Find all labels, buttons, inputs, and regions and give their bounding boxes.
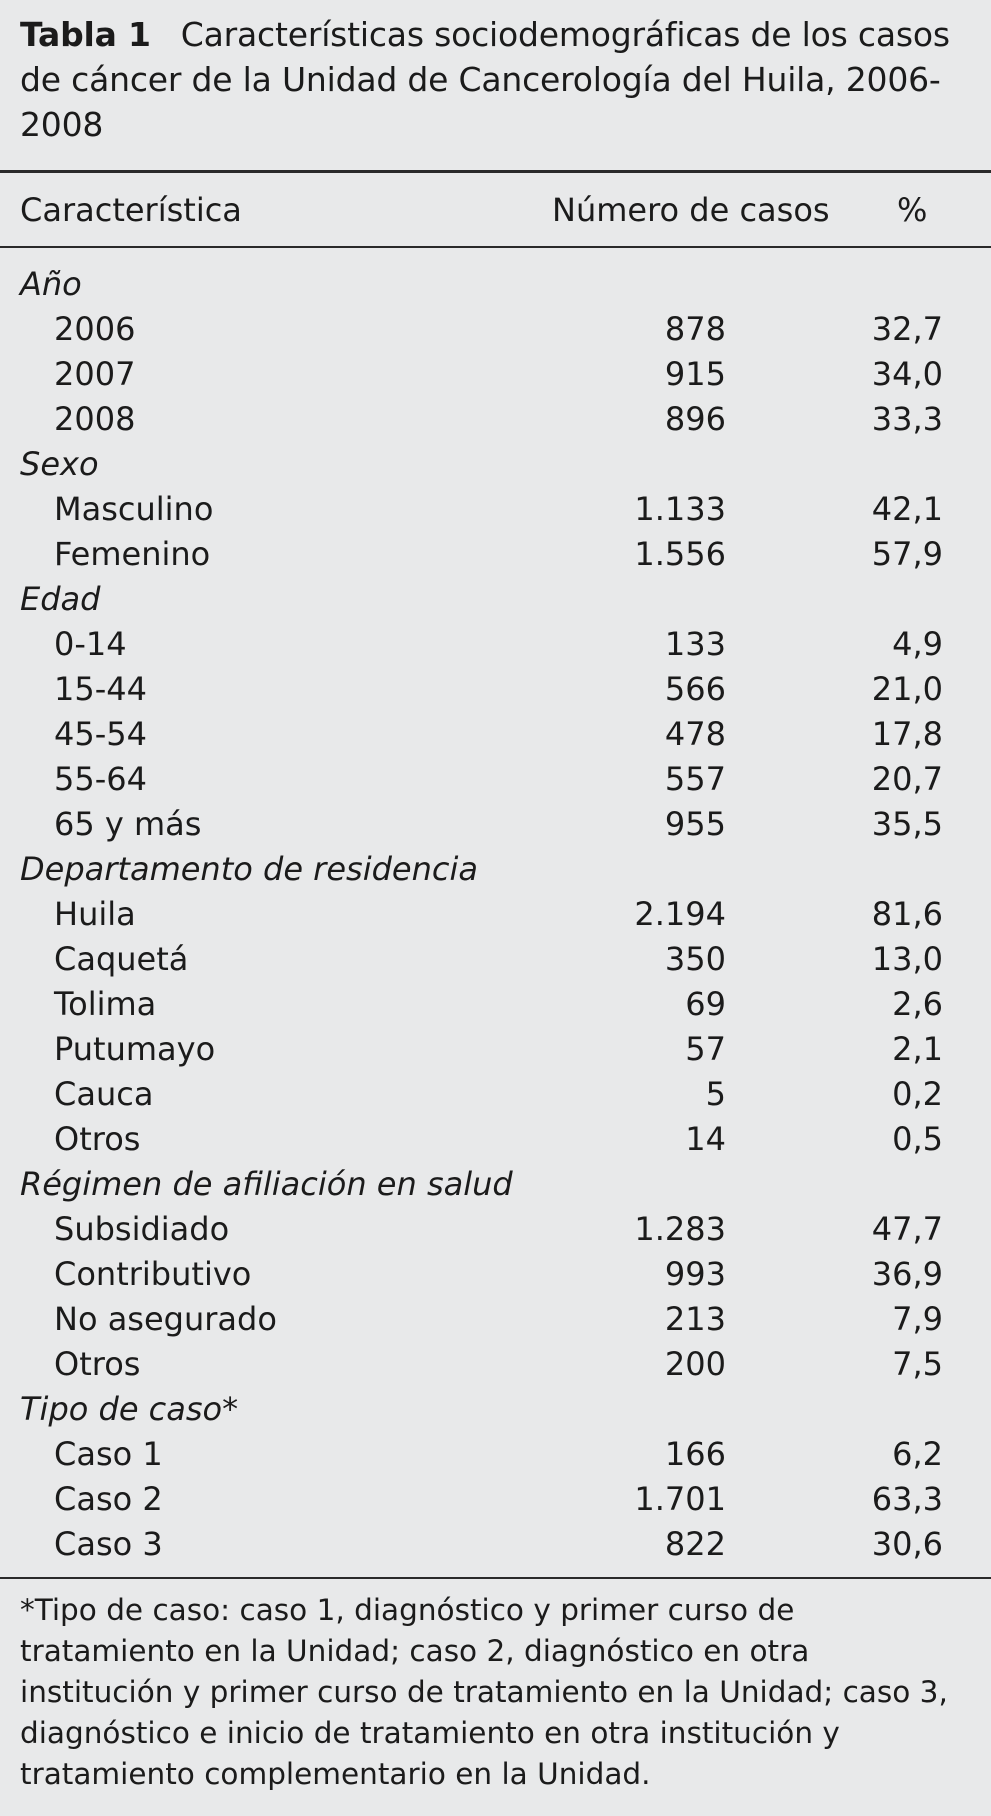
- cell-cases: 69: [685, 985, 726, 1023]
- cell-cases: 166: [664, 1435, 726, 1473]
- cell-percent: 57,9: [871, 535, 943, 573]
- row-label: 15-44: [54, 670, 147, 708]
- cell-cases: 5: [705, 1075, 726, 1113]
- row-label: Putumayo: [54, 1030, 216, 1068]
- cell-percent: 7,9: [892, 1300, 943, 1338]
- table-row: [0, 892, 991, 937]
- cell-percent: 17,8: [871, 715, 943, 753]
- row-label: 55-64: [54, 760, 147, 798]
- group-label: Sexo: [20, 445, 99, 483]
- table-body: [0, 262, 991, 1567]
- row-label: 0-14: [54, 625, 127, 663]
- group-label: Año: [20, 265, 82, 303]
- cell-cases: 878: [664, 310, 726, 348]
- table-footnote: *Tipo de caso: caso 1, diagnóstico y primer curso de tratamiento en la Unidad; caso 2, diagnóstico en otra institución y primer curso de tratamiento en la Unidad; caso 3, diagnóstico e inicio de tratamiento en otra institución y tratamiento complementario en la Unidad.: [20, 1593, 948, 1791]
- table-row: [0, 1207, 991, 1252]
- header-percent: %: [897, 191, 928, 229]
- top-rule: [0, 170, 991, 173]
- cell-cases: 566: [664, 670, 726, 708]
- cell-percent: 32,7: [871, 310, 943, 348]
- cell-cases: 993: [664, 1255, 726, 1293]
- row-label: Otros: [54, 1120, 141, 1158]
- table-row: [0, 1117, 991, 1162]
- table-row: [0, 1252, 991, 1297]
- cell-percent: 21,0: [871, 670, 943, 708]
- table-row: [0, 1027, 991, 1072]
- cell-cases: 133: [664, 625, 726, 663]
- table-number: Tabla 1: [20, 15, 151, 54]
- row-label: Caso 2: [54, 1480, 163, 1518]
- cell-percent: 6,2: [892, 1435, 943, 1473]
- cell-cases: 350: [664, 940, 726, 978]
- cell-percent: 63,3: [871, 1480, 943, 1518]
- cell-percent: 0,2: [892, 1075, 943, 1113]
- cell-cases: 213: [664, 1300, 726, 1338]
- row-label: 65 y más: [54, 805, 202, 843]
- table-row: [0, 532, 991, 577]
- table-row: [0, 802, 991, 847]
- table-row: [0, 1522, 991, 1567]
- cell-percent: 33,3: [871, 400, 943, 438]
- table-row: [0, 1072, 991, 1117]
- table-row: [0, 757, 991, 802]
- table-row: [0, 712, 991, 757]
- row-label: Caso 1: [54, 1435, 163, 1473]
- table-header: [0, 183, 991, 239]
- header-rule: [0, 246, 991, 248]
- cell-cases: 1.133: [634, 490, 726, 528]
- table-row: [0, 352, 991, 397]
- cell-percent: 7,5: [892, 1345, 943, 1383]
- cell-percent: 36,9: [871, 1255, 943, 1293]
- cell-cases: 478: [664, 715, 726, 753]
- cell-cases: 200: [664, 1345, 726, 1383]
- cell-percent: 35,5: [871, 805, 943, 843]
- group-label: Tipo de caso*: [20, 1390, 239, 1428]
- row-label: Subsidiado: [54, 1210, 230, 1248]
- row-label: 2007: [54, 355, 136, 393]
- row-label: 2008: [54, 400, 136, 438]
- row-label: No asegurado: [54, 1300, 277, 1338]
- header-characteristic: Característica: [20, 191, 242, 229]
- cell-percent: 2,1: [892, 1030, 943, 1068]
- group-label: Edad: [20, 580, 101, 618]
- cell-cases: 1.556: [634, 535, 726, 573]
- table-row: [0, 307, 991, 352]
- row-label: Masculino: [54, 490, 214, 528]
- row-label: Caso 3: [54, 1525, 163, 1563]
- group-label: Régimen de afiliación en salud: [20, 1165, 513, 1203]
- cell-cases: 896: [664, 400, 726, 438]
- table-row: [0, 1342, 991, 1387]
- row-label: Huila: [54, 895, 136, 933]
- row-label: Caquetá: [54, 940, 189, 978]
- table-group-row: [0, 442, 991, 487]
- cell-percent: 0,5: [892, 1120, 943, 1158]
- cell-cases: 557: [664, 760, 726, 798]
- cell-cases: 1.701: [634, 1480, 726, 1518]
- table-row: [0, 1432, 991, 1477]
- cell-percent: 81,6: [871, 895, 943, 933]
- table-title: Características sociodemográficas de los casos de cáncer de la Unidad de Cancerología del Huila, 2006-2008: [20, 15, 950, 144]
- table-group-row: [0, 1162, 991, 1207]
- row-label: Cauca: [54, 1075, 154, 1113]
- row-label: 45-54: [54, 715, 147, 753]
- table-row: [0, 1297, 991, 1342]
- cell-cases: 14: [685, 1120, 726, 1158]
- table-group-row: [0, 262, 991, 307]
- row-label: Tolima: [54, 985, 157, 1023]
- table-row: [0, 622, 991, 667]
- row-label: Otros: [54, 1345, 141, 1383]
- group-label: Departamento de residencia: [20, 850, 478, 888]
- cell-percent: 4,9: [892, 625, 943, 663]
- bottom-rule: [0, 1577, 991, 1579]
- row-label: Contributivo: [54, 1255, 252, 1293]
- table-row: [0, 397, 991, 442]
- table-caption: [20, 12, 970, 147]
- table-group-row: [0, 847, 991, 892]
- table-group-row: [0, 1387, 991, 1432]
- cell-percent: 13,0: [871, 940, 943, 978]
- cell-percent: 20,7: [871, 760, 943, 798]
- table-group-row: [0, 577, 991, 622]
- cell-cases: 1.283: [634, 1210, 726, 1248]
- cell-cases: 822: [664, 1525, 726, 1563]
- cell-percent: 47,7: [871, 1210, 943, 1248]
- table-row: [0, 937, 991, 982]
- cell-percent: 34,0: [871, 355, 943, 393]
- cell-cases: 57: [685, 1030, 726, 1068]
- table-row: [0, 487, 991, 532]
- row-label: 2006: [54, 310, 136, 348]
- cell-cases: 915: [664, 355, 726, 393]
- cell-percent: 30,6: [871, 1525, 943, 1563]
- cell-percent: 42,1: [871, 490, 943, 528]
- row-label: Femenino: [54, 535, 211, 573]
- cell-cases: 955: [664, 805, 726, 843]
- table-row: [0, 667, 991, 712]
- cell-percent: 2,6: [892, 985, 943, 1023]
- table-row: [0, 982, 991, 1027]
- cell-cases: 2.194: [634, 895, 726, 933]
- table-row: [0, 1477, 991, 1522]
- header-cases: Número de casos: [552, 191, 830, 229]
